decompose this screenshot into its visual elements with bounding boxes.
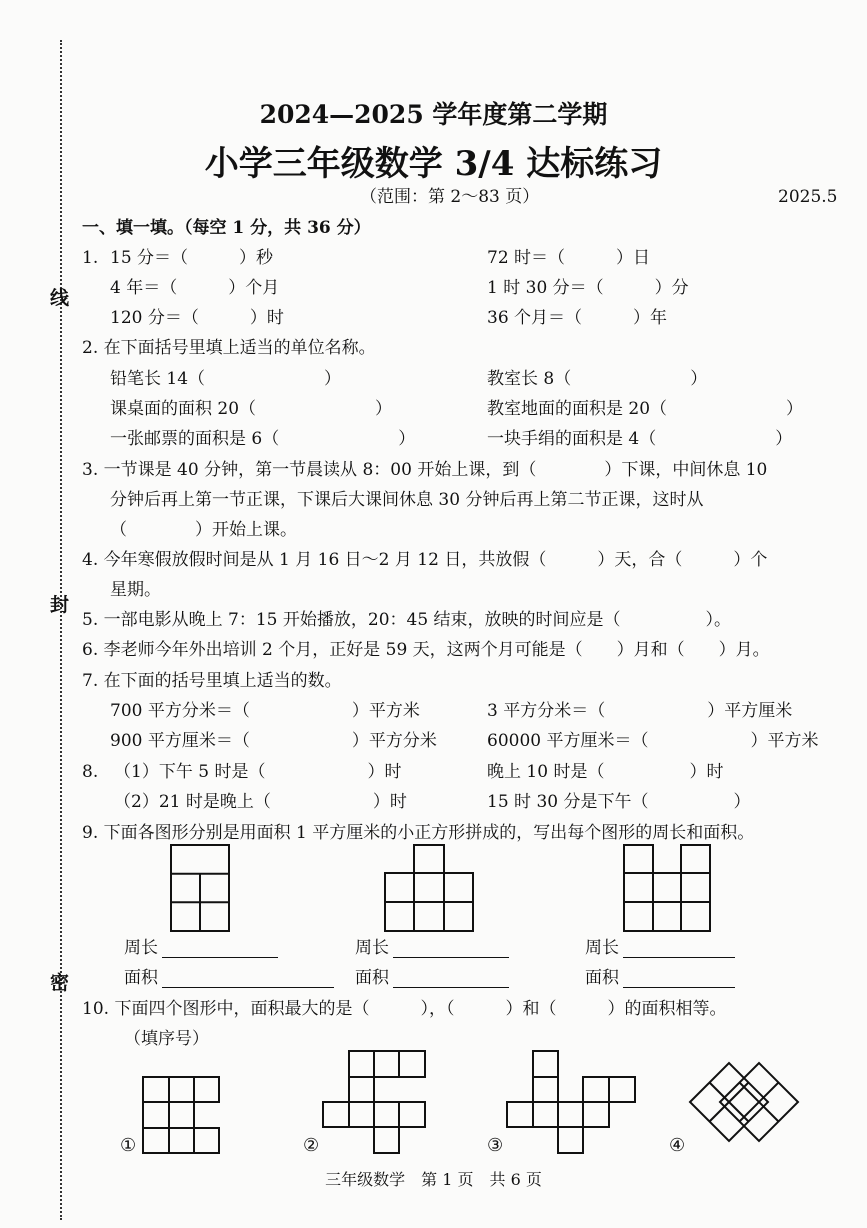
- q9-area-label-3: 面积: [585, 968, 619, 988]
- q9-area-blank-2[interactable]: [393, 987, 509, 988]
- q10-shape-4: [688, 1060, 800, 1144]
- q7-text: 7. 在下面的括号里填上适当的数。: [82, 671, 342, 691]
- q10-shape-2: [321, 1049, 429, 1155]
- q3-line1: 3. 一节课是 40 分钟，第一节晨读从 8：00 开始上课，到（ ）下课，中间休息 10: [82, 460, 768, 480]
- q9-area-label-1: 面积: [124, 968, 158, 988]
- margin-char-feng: 封: [50, 594, 70, 616]
- page-range: （范围：第 2～83 页）: [360, 187, 540, 207]
- q7-item-a: 700 平方分米＝（ ）平方米: [110, 701, 420, 721]
- q10-label-1: ①: [120, 1135, 137, 1156]
- q9-shape-3: [621, 842, 713, 934]
- q7-item-b: 3 平方分米＝（ ）平方厘米: [487, 701, 793, 721]
- q9-area-blank-1[interactable]: [162, 987, 334, 988]
- q2-item-f: 一块手绢的面积是 4（ ）: [487, 429, 793, 449]
- q9-perimeter-label-1: 周长: [124, 938, 158, 958]
- q3-line3: （ ）开始上课。: [110, 520, 297, 540]
- q2-item-c: 课桌面的面积 20（ ）: [110, 399, 393, 419]
- q2-item-a: 铅笔长 14（ ）: [110, 369, 342, 389]
- q1-item-f: 36 个月＝（ ）年: [487, 308, 668, 328]
- margin-char-mi: 密: [50, 972, 70, 994]
- q9-area-label-2: 面积: [355, 968, 389, 988]
- q10-shape-1: [141, 1075, 221, 1155]
- q2-item-b: 教室长 8（ ）: [487, 369, 708, 389]
- q8-item-b: 晚上 10 时是（ ）时: [487, 762, 724, 782]
- q4-line1: 4. 今年寒假放假时间是从 1 月 16 日～2 月 12 日，共放假（ ）天，合（ ）个: [82, 550, 768, 570]
- page-date: 2025.5: [778, 187, 838, 207]
- q2-item-d: 教室地面的面积是 20（ ）: [487, 399, 804, 419]
- section-title: 一、填一填。（每空 1 分，共 36 分）: [82, 218, 371, 238]
- q1-item-e: 120 分＝（ ）时: [110, 308, 284, 328]
- page-footer: 三年级数学 第 1 页 共 6 页: [325, 1170, 542, 1189]
- q9-perimeter-label-2: 周长: [355, 938, 389, 958]
- q1-number: 1.: [82, 248, 99, 268]
- q7-item-d: 60000 平方厘米＝（ ）平方米: [487, 731, 819, 751]
- q9-perimeter-label-3: 周长: [585, 938, 619, 958]
- q1-item-c: 4 年＝（ ）个月: [110, 278, 280, 298]
- q1-item-b: 72 时＝（ ）日: [487, 248, 651, 268]
- q9-perimeter-blank-2[interactable]: [393, 957, 509, 958]
- q9-shape-2: [382, 842, 476, 934]
- q10-shape-3: [505, 1049, 637, 1155]
- q4-line2: 星期。: [110, 580, 161, 600]
- q5-text: 5. 一部电影从晚上 7：15 开始播放，20：45 结束，放映的时间应是（ ）。: [82, 610, 732, 630]
- q1-item-a: 15 分＝（ ）秒: [110, 248, 274, 268]
- q10-label-4: ④: [669, 1135, 686, 1156]
- header-term: 2024—2025 学年度第二学期: [259, 100, 608, 129]
- q10-label-2: ②: [303, 1135, 320, 1156]
- q8-item-d: 15 时 30 分是下午（ ）: [487, 792, 751, 812]
- binding-line: [60, 40, 62, 1220]
- q9-perimeter-blank-1[interactable]: [162, 957, 278, 958]
- q1-item-d: 1 时 30 分＝（ ）分: [487, 278, 689, 298]
- q10-line2: （填序号）: [124, 1029, 209, 1049]
- q9-shape-1: [168, 842, 232, 934]
- q8-item-c: （2）21 时是晚上（ ）时: [114, 792, 407, 812]
- q10-line1: 10. 下面四个图形中，面积最大的是（ ），（ ）和（ ）的面积相等。: [82, 999, 727, 1019]
- q7-item-c: 900 平方厘米＝（ ）平方分米: [110, 731, 437, 751]
- q8-item-a: （1）下午 5 时是（ ）时: [114, 762, 402, 782]
- q6-text: 6. 李老师今年外出培训 2 个月，正好是 59 天，这两个月可能是（ ）月和（ ）月。: [82, 640, 770, 660]
- q10-label-3: ③: [487, 1135, 504, 1156]
- q9-perimeter-blank-3[interactable]: [623, 957, 735, 958]
- q3-line2: 分钟后再上第一节正课，下课后大课间休息 30 分钟后再上第二节正课，这时从: [110, 490, 704, 510]
- q9-text: 9. 下面各图形分别是用面积 1 平方厘米的小正方形拼成的，写出每个图形的周长和面积。: [82, 823, 755, 843]
- page-title: 小学三年级数学 3/4 达标练习: [204, 144, 663, 184]
- q2-text: 2. 在下面括号里填上适当的单位名称。: [82, 338, 376, 358]
- margin-char-xian: 线: [50, 287, 70, 309]
- q9-area-blank-3[interactable]: [623, 987, 735, 988]
- q8-number: 8.: [82, 762, 99, 782]
- q2-item-e: 一张邮票的面积是 6（ ）: [110, 429, 416, 449]
